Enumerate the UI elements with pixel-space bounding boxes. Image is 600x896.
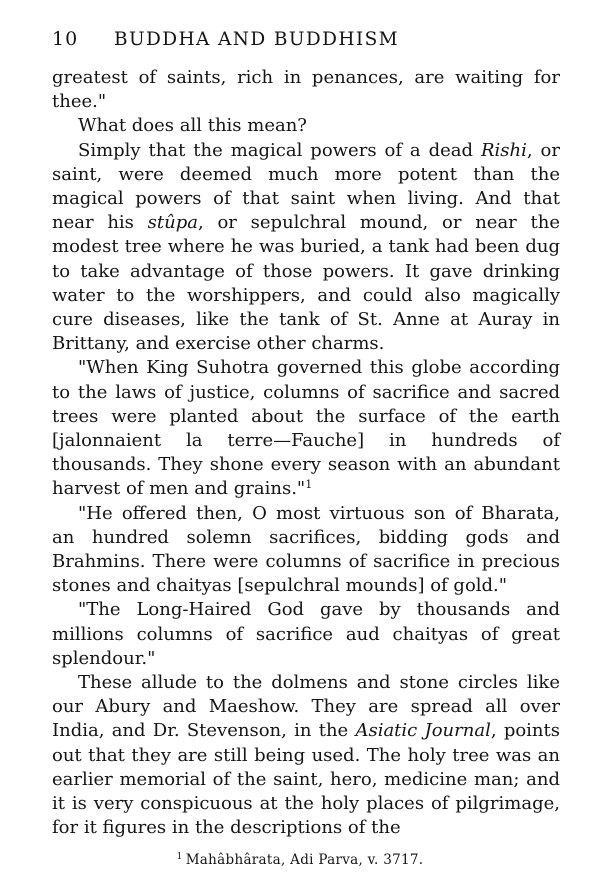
footnote bbox=[0, 852, 600, 868]
paragraph-text: "He offered then, O most virtuous son of Bharata, an hundred solemn sacrifices, bidding gods and Brahmins. There were columns of sacrifice in precious stones and chaityas [sepulchral mounds] of gold." bbox=[52, 502, 560, 597]
page-number: 10 bbox=[52, 28, 79, 50]
paragraph-text: , or saint, were deemed much more potent than the magical powers of that saint when living. And that near his bbox=[52, 139, 560, 234]
quotation-bharata bbox=[52, 502, 560, 599]
paragraph-text: , points out that they are still being used. The holy tree was an earlier memorial of the saint, hero, medicine man; and it is very conspicuous at the holy places of pilgrimage, for it figures in the descriptions of the bbox=[52, 720, 560, 839]
paragraph-text: "The Long-Haired God gave by thousands and millions columns of sacrifice aud chaityas of great splendour." bbox=[52, 599, 560, 669]
paragraph-dolmens bbox=[52, 671, 560, 840]
quotation-long-haired-god bbox=[52, 598, 560, 671]
footnote-text: Mahâbhârata, Adi Parva, v. 3717. bbox=[185, 852, 424, 868]
footnote-mark: 1 bbox=[176, 852, 183, 862]
paragraph-continuation bbox=[52, 66, 560, 114]
paragraph-text: These allude to the dolmens and stone circles like our Abury and Maeshow. They are spread all over India, and Dr. Stevenson, in the bbox=[52, 672, 560, 742]
paragraph-text: Simply that the magical powers of a dead bbox=[78, 139, 481, 161]
running-head bbox=[52, 28, 560, 62]
quotation-suhotra bbox=[52, 356, 560, 501]
paragraph-text: What does all this mean? bbox=[78, 115, 307, 137]
paragraph-question bbox=[52, 114, 560, 138]
paragraph-text: , or sepulchral mound, or near the modest tree where he was buried, a tank had been dug to take advantage of those powers. It gave drinking water to the worshippers, and could also magically cure diseases, like the tank of St. Anne at Auray in Brittany, and exercise other charms. bbox=[52, 212, 560, 355]
paragraph-text: greatest of saints, rich in penances, are waiting for thee." bbox=[52, 67, 560, 113]
italic-term-stupa: stûpa bbox=[147, 212, 198, 234]
book-title: BUDDHA AND BUDDHISM bbox=[114, 29, 399, 50]
paragraph-explanation bbox=[52, 139, 560, 357]
italic-journal-title: Asiatic Journal bbox=[355, 720, 491, 742]
italic-term-rishi: Rishi bbox=[480, 139, 527, 161]
paragraph-text: "When King Suhotra governed this globe according to the laws of justice, columns of sacrifice and sacred trees were planted about the surface of the earth [jalonnaient la terre—Fauche] in hundreds of thousands. They shone every season with an abundant harvest of men and grains." bbox=[52, 357, 560, 500]
footnote-reference: 1 bbox=[305, 478, 313, 492]
body-text bbox=[52, 66, 560, 841]
